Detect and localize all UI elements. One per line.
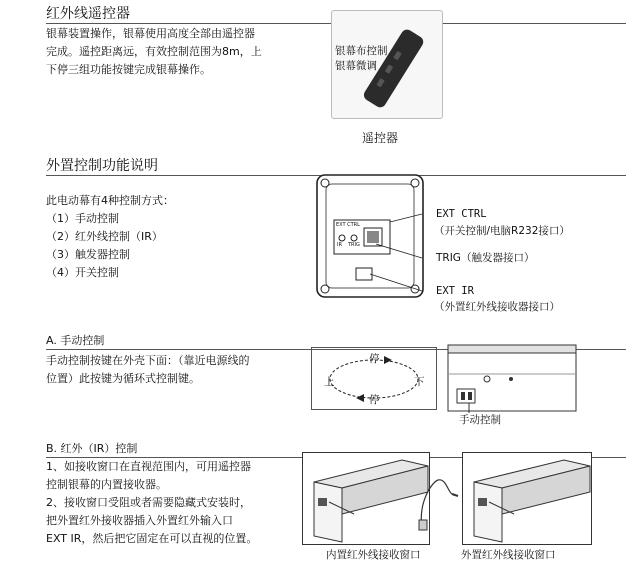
ir-item-2-line-1: 2、接收窗口受阻或者需要隐藏式安装时， xyxy=(46,496,251,509)
panel-label-ir: IR xyxy=(337,242,342,248)
ir-caption-internal: 内置红外线接收窗口 xyxy=(326,549,421,561)
cycle-stop-top: 停 xyxy=(369,353,380,365)
manual-title: A. 手动控制 xyxy=(46,334,105,347)
remote-label-screen-control: 银幕布控制 xyxy=(335,45,388,57)
cycle-up: 上 xyxy=(324,376,335,388)
callout-ext-ctrl-title: EXT CTRL xyxy=(436,208,487,220)
callout-ext-ir-title: EXT IR xyxy=(436,285,474,297)
external-receiver-illustration xyxy=(462,452,592,545)
manual-body-line-1: 手动控制按键在外壳下面：（靠近电源线的 xyxy=(46,354,250,367)
ir-item-1-line-2: 控制银幕的内置接收器。 xyxy=(46,478,167,491)
cycle-diagram xyxy=(311,347,437,410)
ir-item-2-line-2: 把外置红外接收器插入外置红外输入口 xyxy=(46,514,233,527)
method-manual: （1）手动控制 xyxy=(46,212,119,225)
ir-item-1-line-1: 1、如接收窗口在直视范围内，可用遥控器 xyxy=(46,460,251,473)
remote-body-line-1: 银幕装置操作，银幕使用高度全部由遥控器 xyxy=(46,27,255,40)
remote-caption: 遥控器 xyxy=(362,131,399,145)
ir-title: B. 红外（IR）控制 xyxy=(46,442,138,455)
method-switch: （4）开关控制 xyxy=(46,266,119,279)
cycle-down: 下 xyxy=(414,376,425,388)
method-ir: （2）红外线控制（IR） xyxy=(46,230,163,243)
external-receiver-cable xyxy=(418,472,458,532)
remote-section-title: 红外线遥控器 xyxy=(46,6,130,22)
manual-body-line-2: 位置）此按键为循环式控制键。 xyxy=(46,372,200,385)
remote-label-fine-tune: 银幕微调 xyxy=(335,60,377,72)
panel-label-ext-ctrl: EXT CTRL xyxy=(336,222,360,228)
ir-item-2-line-3: EXT IR，然后把它固定在可以直视的位置。 xyxy=(46,532,258,545)
cycle-stop-bottom: 停 xyxy=(369,394,380,406)
remote-photo xyxy=(331,10,443,119)
internal-receiver-illustration xyxy=(302,452,430,545)
remote-body-line-3: 下停三组功能按键完成银幕操作。 xyxy=(46,63,211,76)
external-intro: 此电动幕有4种控制方式： xyxy=(46,194,174,207)
callout-ext-ctrl-desc: （开关控制/电脑R232接口） xyxy=(434,225,570,237)
callout-trig: TRIG（触发器接口） xyxy=(436,252,535,264)
manual-caption: 手动控制 xyxy=(459,414,501,426)
callout-ext-ir-desc: （外置红外线接收器接口） xyxy=(434,301,560,313)
control-panel-diagram xyxy=(316,174,426,300)
screen-housing-bottom-view xyxy=(447,344,577,414)
panel-label-trig: TRIG xyxy=(348,242,360,248)
external-section-title: 外置控制功能说明 xyxy=(46,158,158,174)
ir-caption-external: 外置红外线接收窗口 xyxy=(461,549,556,561)
remote-body-line-2: 完成。遥控距离远，有效控制范围为8m，上 xyxy=(46,45,262,58)
method-trigger: （3）触发器控制 xyxy=(46,248,130,261)
